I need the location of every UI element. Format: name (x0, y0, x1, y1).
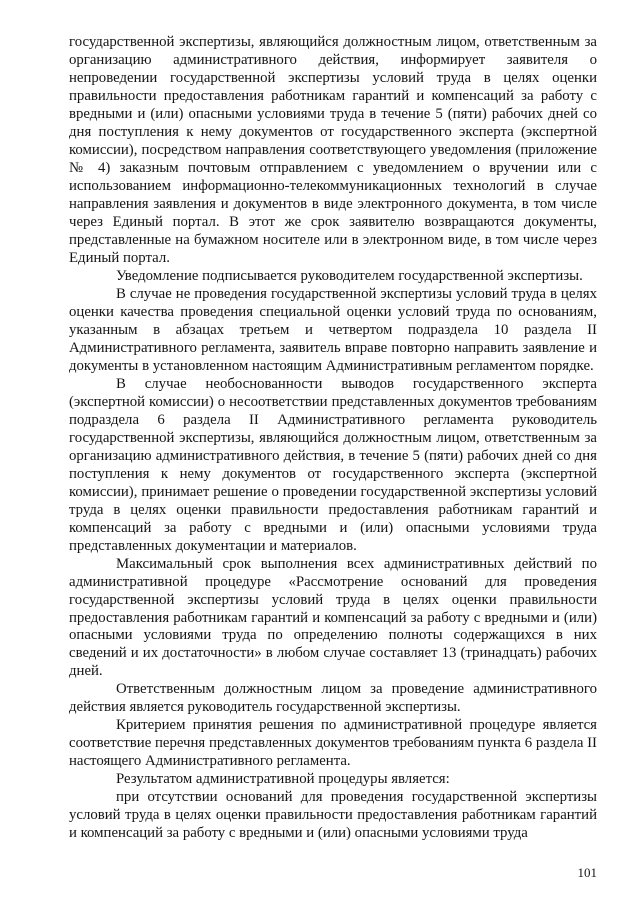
paragraph-maximum-term: Максимальный срок выполнения всех административных действий по административной процедуре «Рассмотрение оснований для проведения государственной экспертизы условий труда в целях оценки правильности предоставления работникам гарантий и компенсаций за работу с вредными и (или) опасными условиями труда по определению полноты содержащихся в них сведений и их достаточности» в любом случае составляет 13 (тринадцать) рабочих дней. (69, 555, 597, 680)
paragraph-responsible-official: Ответственным должностным лицом за проведение административного действия является руководитель государственной экспертизы. (69, 681, 597, 716)
paragraph-result-absence-of-grounds: при отсутствии оснований для проведения государственной экспертизы условий труда в целях оценки правильности предоставления работникам гарантий и компенсаций за работу с вредными и (или) опасными условиями труда (69, 789, 597, 842)
paragraph-procedure-result: Результатом административной процедуры является: (116, 771, 450, 788)
document-body (69, 34, 597, 843)
paragraph-continuation: государственной экспертизы, являющийся должностным лицом, ответственным за организацию административного действия, информирует заявителя о непроведении государственной экспертизы условий труда в целях оценки правильности предоставления работникам гарантий и компенсаций за работу с вредными и (или) опасными условиями труда в течение 5 (пяти) рабочих дней со дня поступления к нему документов от государственного эксперта (экспертной комиссии), посредством направления соответствующего уведомления (приложение № 4) заказным почтовым отправлением с уведомлением о вручении или с использованием информационно-телекоммуникационных технологий в случае направления заявления и документов в виде электронного документа, в том числе через Единый портал. В этот же срок заявителю возвращаются документы, представленные на бумажном носителе или в электронном виде, в том числе через Единый портал. (69, 34, 597, 266)
paragraph-decision-criterion: Критерием принятия решения по административной процедуре является соответствие перечня представленных документов требованиям пункта 6 раздела II настоящего Административного регламента. (69, 717, 597, 770)
paragraph-notification-signing: Уведомление подписывается руководителем государственной экспертизы. (116, 267, 583, 284)
paragraph-repeat-application: В случае не проведения государственной экспертизы условий труда в целях оценки качества проведения специальной оценки условий труда по основаниям, указанным в абзацах третьем и четвертом подраздела 10 раздела II Административного регламента, заявитель вправе повторно направить заявление и документы в установленном настоящим Административным регламентом порядке. (69, 285, 597, 374)
page-number: 101 (577, 865, 597, 880)
paragraph-unfounded-conclusions: В случае необоснованности выводов государственного эксперта (экспертной комиссии) о несоответствии представленных документов требованиям подраздела 6 раздела II Административного регламента руководитель государственной экспертизы, являющийся должностным лицом, ответственным за организацию административного действия, в течение 5 (пяти) рабочих дней со дня поступления к нему документов от государственного эксперта (экспертной комиссии), принимает решение о проведении государственной экспертизы условий труда в целях оценки правильности предоставления работникам гарантий и компенсаций за работу с вредными и (или) опасными условиями труда представленных документации и материалов. (69, 375, 597, 554)
